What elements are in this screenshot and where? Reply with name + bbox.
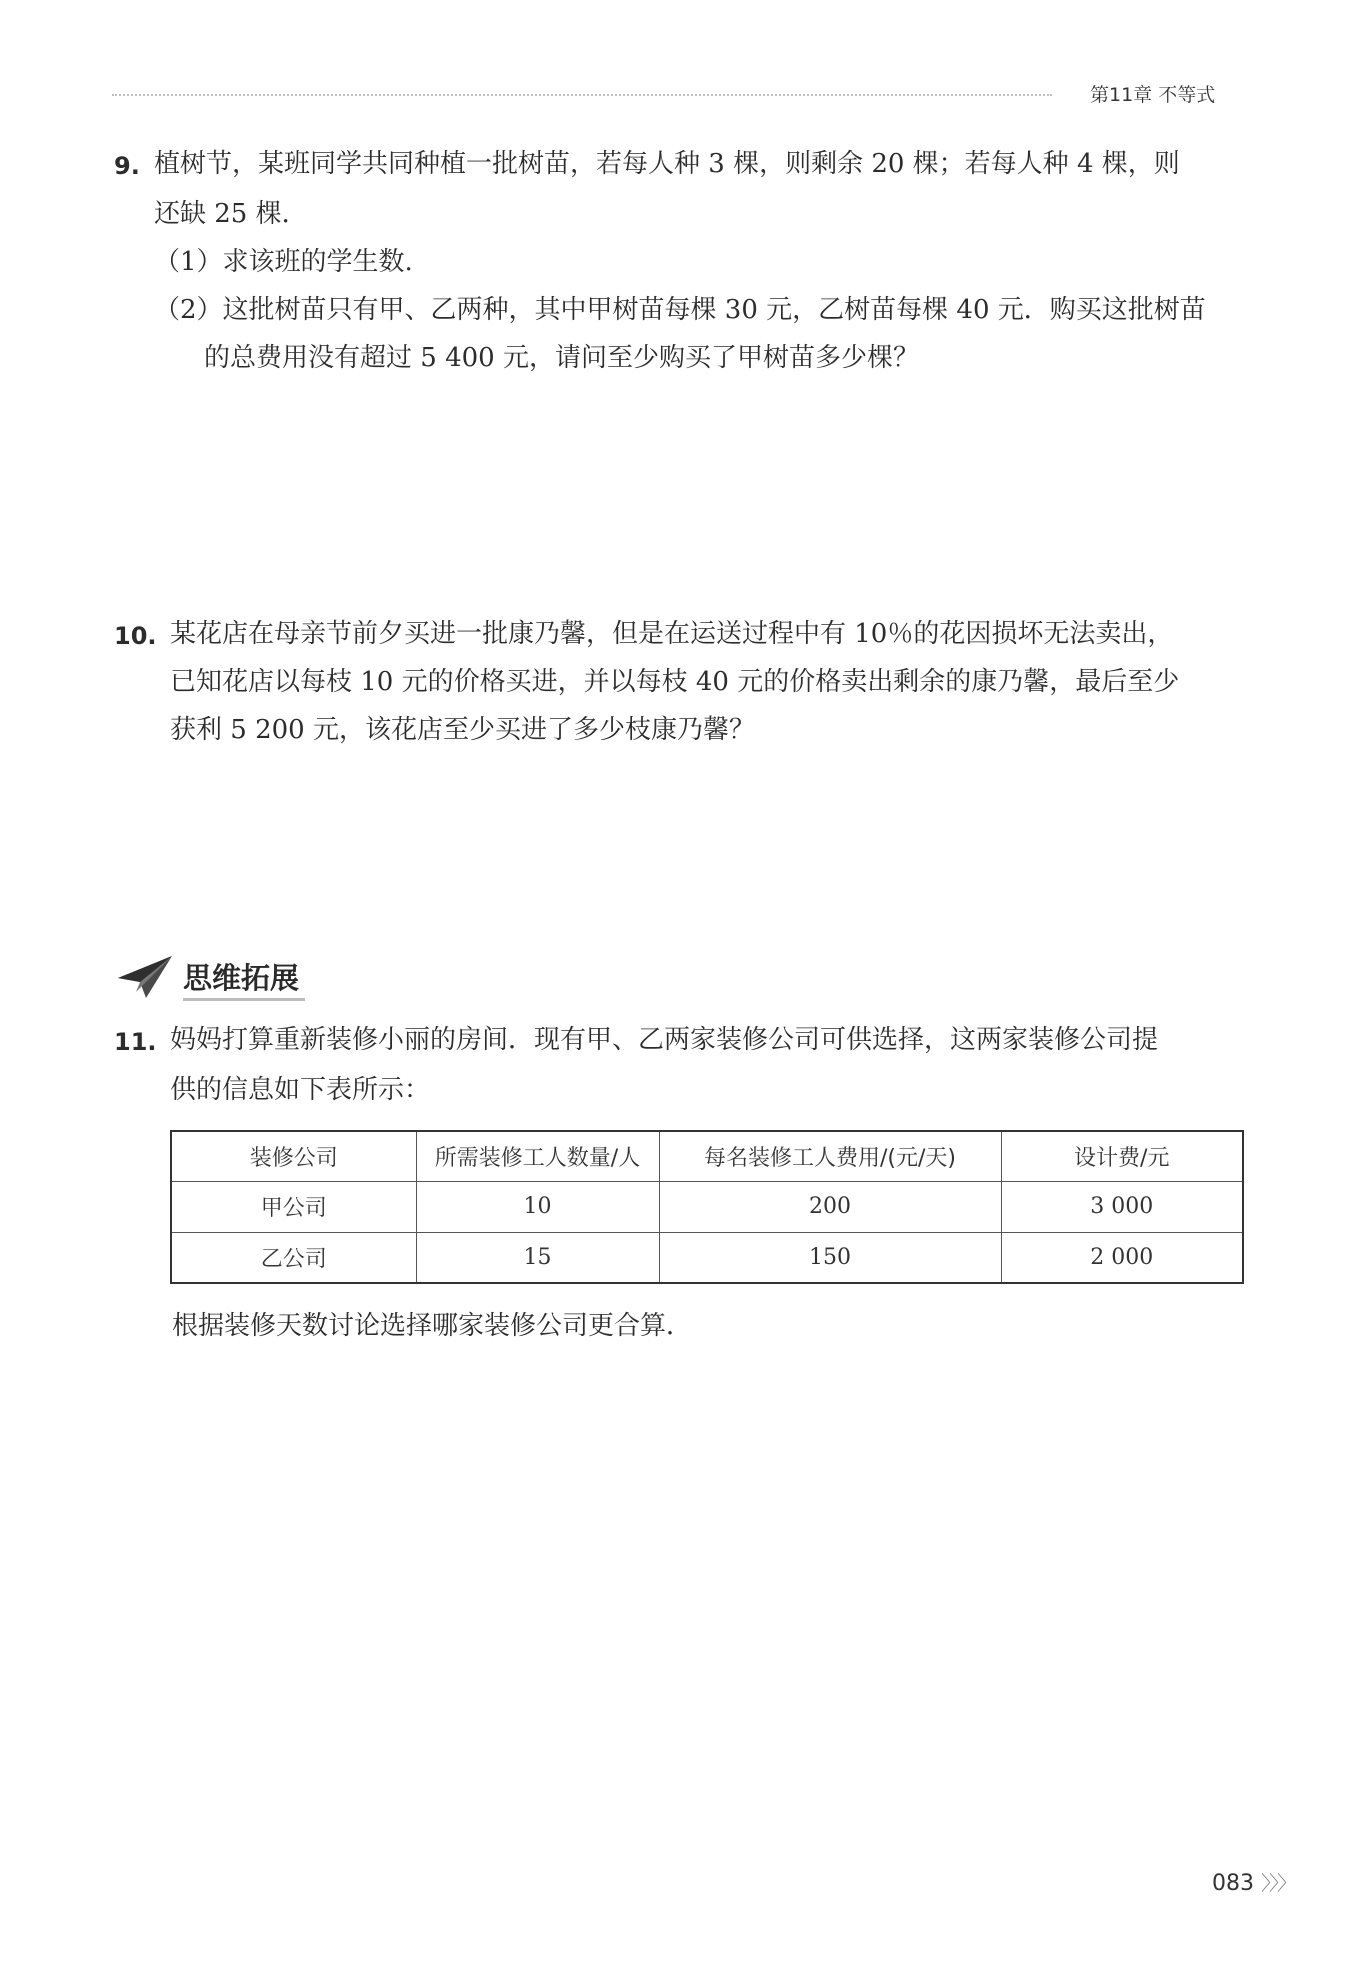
table-header-cell: 装修公司 — [171, 1131, 416, 1182]
question-11-line-1: 妈妈打算重新装修小丽的房间．现有甲、乙两家装修公司可供选择，这两家装修公司提 — [170, 1025, 1159, 1055]
page-number — [1212, 1867, 1295, 1896]
question-11-instruction: 根据装修天数讨论选择哪家装修公司更合算． — [172, 1311, 693, 1341]
question-9-part-2-line-2: 的总费用没有超过 5 400 元，请问至少购买了甲树苗多少棵？ — [204, 343, 919, 373]
question-10-number: 10. — [114, 622, 157, 650]
table-cell: 2 000 — [1001, 1232, 1243, 1283]
question-9-line-2: 还缺 25 棵． — [154, 199, 308, 229]
paper-plane-icon — [116, 952, 176, 1002]
question-9-line-1: 植树节，某班同学共同种植一批树苗，若每人种 3 棵，则剩余 20 棵；若每人种 4 棵，则 — [154, 149, 1180, 179]
header-rule — [112, 94, 1052, 96]
question-10-line-2: 已知花店以每枝 10 元的价格买进，并以每枝 40 元的价格卖出剩余的康乃馨，最后至少 — [170, 667, 1180, 697]
chapter-header: 第11章 不等式 — [1090, 84, 1216, 106]
question-9-part-1: （1）求该班的学生数. — [154, 247, 413, 277]
table-cell: 乙公司 — [171, 1232, 416, 1283]
table-cell: 甲公司 — [171, 1182, 416, 1232]
question-9-number: 9. — [114, 152, 140, 180]
section-title: 思维拓展 — [183, 961, 300, 995]
table-cell: 150 — [659, 1232, 1001, 1283]
section-title-underline — [183, 998, 305, 1001]
table-row — [171, 1182, 1243, 1232]
question-10-line-3: 获利 5 200 元，该花店至少买进了多少枝康乃馨？ — [170, 715, 755, 745]
table-header-row — [171, 1131, 1243, 1182]
table-header-cell: 所需装修工人数量/人 — [416, 1131, 659, 1182]
page-number-text: 083 — [1212, 1871, 1254, 1896]
table-cell: 15 — [416, 1232, 659, 1283]
question-10-line-1: 某花店在母亲节前夕买进一批康乃馨，但是在运送过程中有 10％的花因损坏无法卖出， — [170, 619, 1174, 649]
table-header-cell: 每名装修工人费用/(元/天) — [659, 1131, 1001, 1182]
question-11-number: 11. — [114, 1028, 157, 1056]
question-11-line-2: 供的信息如下表所示： — [170, 1075, 431, 1105]
table-row — [171, 1232, 1243, 1283]
table-cell: 3 000 — [1001, 1182, 1243, 1232]
table-cell: 10 — [416, 1182, 659, 1232]
chevrons-icon: 〉〉〉 — [1261, 1871, 1295, 1895]
table-cell: 200 — [659, 1182, 1001, 1232]
question-9-part-2-line-1: （2）这批树苗只有甲、乙两种，其中甲树苗每棵 30 元，乙树苗每棵 40 元．购买这批树苗 — [154, 295, 1206, 325]
table-header-cell: 设计费/元 — [1001, 1131, 1243, 1182]
company-comparison-table — [170, 1130, 1244, 1284]
